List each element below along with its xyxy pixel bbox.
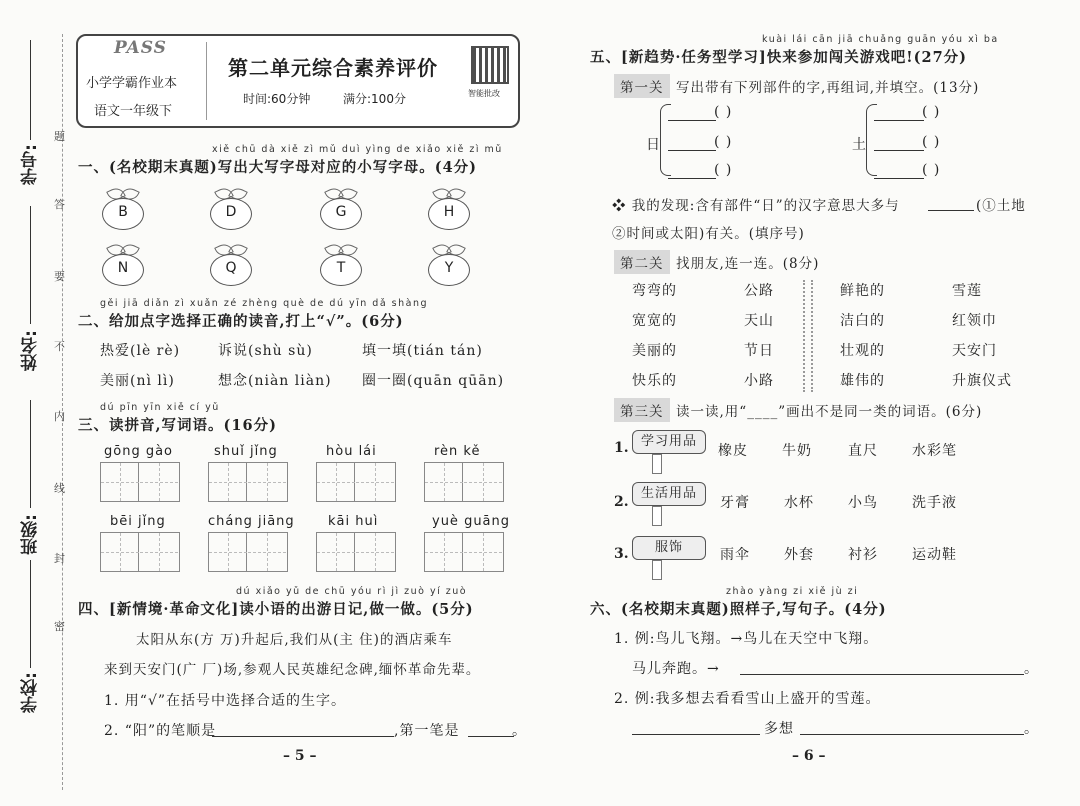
name-label: 姓名: (21, 330, 41, 371)
section-5-pinyin: kuài lái cān jiā chuǎng guān yóu xì ba (762, 34, 999, 45)
page-number-right: – 6 – (792, 748, 826, 764)
match-word[interactable]: 小路 (744, 373, 774, 389)
answer-line[interactable] (668, 120, 716, 121)
apple-letter: T (318, 244, 364, 284)
diary-paragraph-1: 太阳从东(方 万)升起后,我们从(主 住)的酒店乘车 (136, 632, 453, 648)
bracket (866, 104, 877, 176)
grade-name: 语文一年级下 (94, 104, 173, 119)
question-4-2-end: 。 (512, 723, 527, 739)
writing-grid[interactable] (424, 532, 504, 572)
category-word[interactable]: 水彩笔 (912, 443, 957, 459)
level-3-badge: 第三关 (614, 398, 670, 422)
pinyin-prompt: bēi jǐng (110, 514, 166, 529)
prompt-2: 多想 (764, 721, 794, 737)
pinyin-prompt: kāi huì (328, 514, 379, 529)
page-number-left: – 5 – (283, 748, 317, 764)
section-6-title: 六、(名校期末真题)照样子,写句子。(4分) (590, 601, 887, 618)
apple-letter: N (100, 244, 146, 284)
category-word[interactable]: 水杯 (784, 495, 814, 511)
answer-line[interactable] (874, 120, 924, 121)
blank-paren[interactable]: ( ) (922, 134, 941, 150)
margin-char: 题 (54, 130, 65, 143)
category-sign: 生活用品 (632, 482, 706, 506)
answer-line[interactable] (468, 736, 514, 737)
match-word[interactable]: 弯弯的 (632, 283, 677, 299)
section-3-title: 三、读拼音,写词语。(16分) (78, 417, 277, 434)
qr-caption: 智能批改 (468, 89, 500, 98)
blank-paren[interactable]: ( ) (714, 162, 733, 178)
writing-grid[interactable] (208, 462, 288, 502)
pinyin-prompt: cháng jiāng (208, 514, 295, 529)
answer-line[interactable] (928, 210, 974, 211)
match-word[interactable]: 快乐的 (632, 373, 677, 389)
example-1: 1. 例:鸟儿飞翔。→鸟儿在天空中飞翔。 (614, 631, 879, 647)
level-3-text: 读一读,用“____”画出不是同一类的词语。(6分) (676, 404, 983, 420)
margin-char: 要 (54, 270, 65, 283)
category-number: 2. (614, 494, 629, 510)
qr-code-icon (471, 46, 509, 84)
writing-grid[interactable] (316, 462, 396, 502)
answer-line[interactable] (668, 178, 716, 179)
writing-grid[interactable] (316, 532, 396, 572)
discovery-options: (①土地 (976, 198, 1026, 214)
match-word[interactable]: 壮观的 (840, 343, 885, 359)
category-number: 1. (614, 440, 629, 456)
reading-choice[interactable]: 填一填(tián tán) (362, 343, 483, 359)
example-2: 2. 例:我多想去看看雪山上盛开的雪莲。 (614, 691, 881, 707)
pinyin-prompt: shuǐ jǐng (214, 444, 278, 459)
category-word[interactable]: 雨伞 (720, 547, 750, 563)
match-word[interactable]: 天安门 (952, 343, 997, 359)
time-label: 时间:60分钟 (243, 92, 311, 106)
writing-grid[interactable] (100, 532, 180, 572)
category-word[interactable]: 牙膏 (720, 495, 750, 511)
page-title: 第二单元综合素养评价 (228, 56, 438, 80)
category-word[interactable]: 衬衫 (848, 547, 878, 563)
section-2-pinyin: gěi jiā diǎn zì xuǎn zé zhèng què de dú yīn dǎ shàng (100, 298, 429, 309)
class-label: 班级: (21, 514, 41, 555)
school-label: 学校: (21, 672, 41, 713)
level-1-badge: 第一关 (614, 74, 670, 98)
brand-logo: PASS (114, 38, 167, 58)
question-4-2: 2. “阳”的笔顺是 (104, 723, 217, 739)
question-4-2-mid: ,第一笔是 (394, 723, 460, 739)
name-line (30, 206, 31, 324)
writing-grid[interactable] (208, 532, 288, 572)
id-line (30, 40, 31, 140)
apple-letter: Q (208, 244, 254, 284)
apple-letter: Y (426, 244, 472, 284)
diary-paragraph-2: 来到天安门(广 厂)场,参观人民英雄纪念碑,缅怀革命先辈。 (104, 662, 481, 678)
section-2-title: 二、给加点字选择正确的读音,打上“√”。(6分) (78, 313, 404, 330)
blank-paren[interactable]: ( ) (922, 104, 941, 120)
level-2-badge: 第二关 (614, 250, 670, 274)
category-word[interactable]: 直尺 (848, 443, 878, 459)
match-word[interactable]: 宽宽的 (632, 313, 677, 329)
margin-char: 不 (54, 340, 65, 353)
margin-char: 答 (54, 198, 65, 211)
margin-char: 线 (54, 482, 65, 495)
margin-char: 密 (54, 620, 65, 633)
margin-char: 内 (54, 410, 65, 423)
sign-post (652, 560, 662, 580)
series-name: 小学学霸作业本 (86, 76, 178, 91)
header-divider (206, 42, 207, 120)
category-word[interactable]: 小鸟 (848, 495, 878, 511)
reading-choice[interactable]: 诉说(shù sù) (218, 343, 313, 359)
level-1-text: 写出带有下列部件的字,再组词,并填空。(13分) (676, 80, 980, 96)
discovery-text-2: ②时间或太阳)有关。(填序号) (612, 226, 805, 242)
pinyin-prompt: hòu lái (326, 444, 377, 459)
radical-tu: 土 (852, 137, 867, 153)
discovery-text: ❖ 我的发现:含有部件“日”的汉字意思大多与 (612, 198, 900, 214)
category-word[interactable]: 外套 (784, 547, 814, 563)
match-word[interactable]: 洁白的 (840, 313, 885, 329)
answer-line[interactable] (800, 734, 1024, 735)
answer-line[interactable] (740, 674, 1024, 675)
blank-paren[interactable]: ( ) (714, 104, 733, 120)
answer-line[interactable] (212, 736, 394, 737)
match-word[interactable]: 雄伟的 (840, 373, 885, 389)
header-card (76, 34, 520, 128)
blank-paren[interactable]: ( ) (714, 134, 733, 150)
match-word[interactable]: 红领巾 (952, 313, 997, 329)
category-word[interactable]: 牛奶 (782, 443, 812, 459)
pinyin-prompt: yuè guāng (432, 514, 511, 529)
school-line (30, 560, 31, 668)
writing-grid[interactable] (424, 462, 504, 502)
section-1-pinyin: xiě chū dà xiě zì mǔ duì yìng de xiǎo xiě zì mǔ (212, 144, 503, 155)
reading-choice[interactable]: 想念(niàn liàn) (218, 373, 332, 389)
apple-letter: G (318, 188, 364, 228)
match-word[interactable]: 节日 (744, 343, 774, 359)
blank-paren[interactable]: ( ) (922, 162, 941, 178)
match-word[interactable]: 天山 (744, 313, 774, 329)
category-word[interactable]: 运动鞋 (912, 547, 957, 563)
category-number: 3. (614, 546, 629, 562)
apple-letter: H (426, 188, 472, 228)
reading-choice[interactable]: 圈一圈(quān qūān) (362, 373, 505, 389)
apple-letter: D (208, 188, 254, 228)
match-word[interactable]: 公路 (744, 283, 774, 299)
score-label: 满分:100分 (343, 92, 406, 106)
category-word[interactable]: 洗手液 (912, 495, 957, 511)
section-3-pinyin: dú pīn yīn xiě cí yǔ (100, 402, 220, 413)
sign-post (652, 506, 662, 526)
class-line (30, 400, 31, 508)
id-label: 学号: (21, 144, 41, 185)
section-4-title: 四、[新情境·革命文化]读小语的出游日记,做一做。(5分) (78, 601, 474, 618)
match-word[interactable]: 升旗仪式 (952, 373, 1012, 389)
column-divider (803, 280, 813, 392)
radical-ri: 日 (646, 137, 661, 153)
category-word[interactable]: 橡皮 (718, 443, 748, 459)
answer-line[interactable] (668, 150, 716, 151)
pinyin-prompt: rèn kě (434, 444, 481, 459)
period: 。 (1024, 721, 1039, 737)
period: 。 (1024, 661, 1039, 677)
match-word[interactable]: 鲜艳的 (840, 283, 885, 299)
bracket (660, 104, 671, 176)
answer-line[interactable] (874, 150, 924, 151)
section-1-title: 一、(名校期末真题)写出大写字母对应的小写字母。(4分) (78, 159, 478, 176)
match-word[interactable]: 美丽的 (632, 343, 677, 359)
prompt-1: 马儿奔跑。→ (632, 661, 720, 677)
category-sign: 服饰 (632, 536, 706, 560)
answer-line[interactable] (874, 178, 924, 179)
category-sign: 学习用品 (632, 430, 706, 454)
match-word[interactable]: 雪莲 (952, 283, 982, 299)
reading-choice[interactable]: 热爱(lè rè) (100, 343, 181, 359)
level-2-text: 找朋友,连一连。(8分) (676, 256, 820, 272)
question-4-1: 1. 用“√”在括号中选择合适的生字。 (104, 693, 347, 709)
reading-choice[interactable]: 美丽(nì lì) (100, 373, 175, 389)
pinyin-prompt: gōng gào (104, 444, 174, 459)
section-4-pinyin: dú xiǎo yǔ de chū yóu rì jì zuò yí zuò (236, 586, 468, 597)
section-5-title: 五、[新趋势·任务型学习]快来参加闯关游戏吧!(27分) (590, 49, 968, 66)
sign-post (652, 454, 662, 474)
apple-letter: B (100, 188, 146, 228)
answer-line[interactable] (632, 734, 760, 735)
margin-char: 封 (54, 552, 65, 565)
section-6-pinyin: zhào yàng zi xiě jù zi (726, 586, 859, 597)
writing-grid[interactable] (100, 462, 180, 502)
